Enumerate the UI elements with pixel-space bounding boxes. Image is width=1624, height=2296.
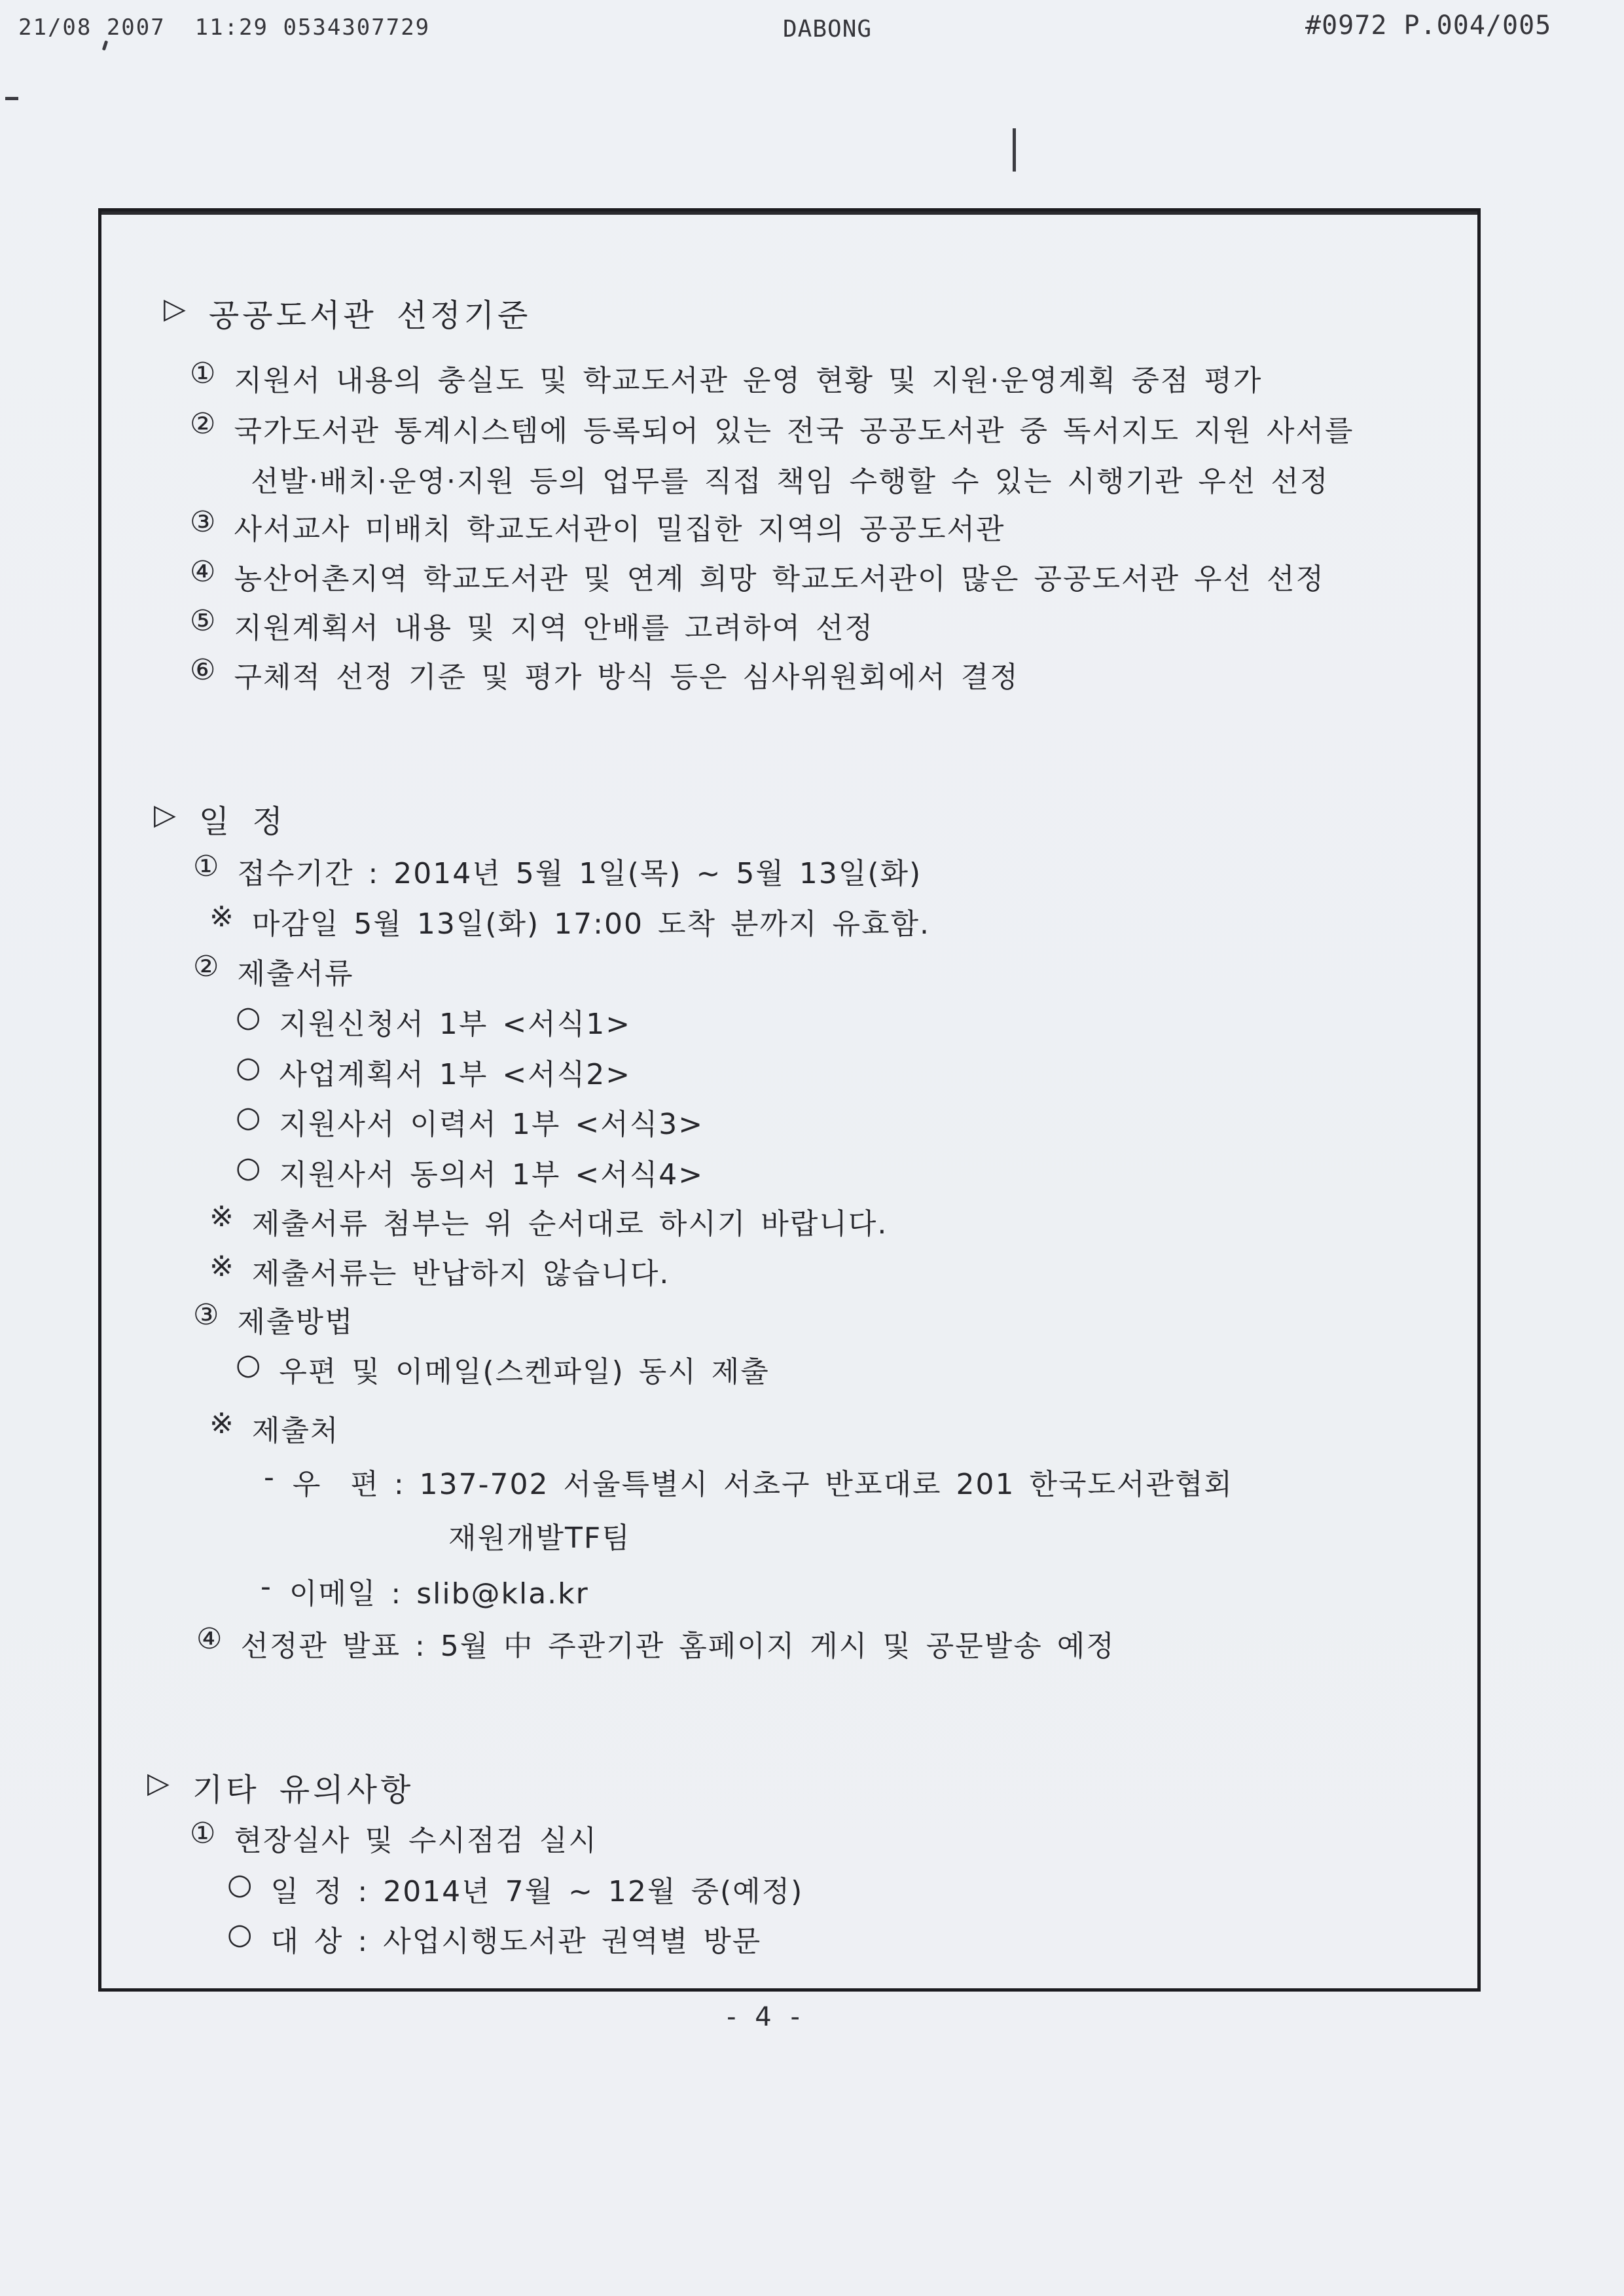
item-text: 농산어촌지역 학교도서관 및 연계 희망 학교도서관이 많은 공공도서관 우선 선정 [234,562,1325,596]
item-text: 사서교사 미배치 학교도서관이 밀집한 지역의 공공도서관 [234,513,1005,546]
item-text: 구체적 선정 기준 및 평가 방식 등은 심사위원회에서 결정 [234,661,1019,694]
item-text: 이메일 : slib@kla.kr [289,1577,589,1611]
list-item [227,1918,761,1959]
section-heading [154,796,286,841]
list-item [190,604,874,646]
list-item [261,1570,589,1612]
item-marker: ① [190,357,217,390]
item-text: 일 정 : 2014년 7월 ~ 12월 중(예정) [270,1875,804,1908]
item-text: 선정관 발표 : 5월 中 주관기관 홈페이지 게시 및 공문발송 예정 [240,1630,1115,1663]
list-item [190,653,1019,695]
item-text: 지원계획서 내용 및 지역 안배를 고려하여 선정 [234,611,874,645]
item-marker: ① [193,850,221,883]
item-text: 지원서 내용의 충실도 및 학교도서관 운영 현황 및 지원·운영계획 중점 평가 [234,364,1263,397]
list-item [209,1200,888,1242]
item-marker: ○ [236,1051,262,1084]
item-text-continuation: 선발·배치·운영·지원 등의 업무를 직접 책임 수행할 수 있는 시행기관 우선 선정 [251,465,1329,498]
list-item [196,1622,1115,1664]
page-number: - 4 - [727,2002,805,2032]
item-marker: ※ [209,1250,235,1283]
list-item [236,1151,704,1193]
item-text: 우편 및 이메일(스켄파일) 동시 제출 [279,1355,770,1389]
item-marker: ○ [236,1101,262,1134]
item-marker: ③ [193,1298,221,1332]
item-marker: ○ [236,1151,262,1184]
fax-header-page-info: #0972 P.004/005 [1305,10,1552,41]
item-text: 지원신청서 1부 <서식1> [279,1008,632,1041]
section-title: 기타 유의사항 [192,1772,414,1808]
list-item [236,1348,770,1390]
triangle-bullet-icon: ▷ [154,798,179,831]
item-text: 제출처 [251,1414,340,1448]
item-text: 제출서류 [237,957,354,991]
triangle-bullet-icon: ▷ [147,1766,173,1800]
list-item [190,357,1262,399]
item-text: 마감일 5월 13일(화) 17:00 도착 분까지 유효함. [251,907,930,941]
item-marker: ※ [209,1407,235,1440]
item-marker: ※ [209,1200,235,1233]
item-marker: - [264,1461,276,1494]
section-title: 공공도서관 선정기준 [208,297,532,334]
item-marker: ④ [196,1622,224,1656]
item-marker: ○ [227,1868,254,1901]
list-item [236,1051,631,1093]
scan-artifact-mark [102,41,108,51]
item-text: 제출방법 [237,1305,354,1339]
list-item [190,555,1325,597]
list-item [209,1250,670,1292]
item-marker: ② [190,407,217,441]
document-frame [98,208,1481,1992]
item-text: 사업계획서 1부 <서식2> [279,1058,632,1091]
item-text: 제출서류 첨부는 위 순서대로 하시기 바랍니다. [251,1207,888,1241]
list-item [190,407,1354,449]
list-item [227,1868,803,1910]
list-item [193,950,353,992]
item-marker: ② [193,950,221,983]
list-item [264,1461,1233,1503]
item-text: 국가도서관 통계시스템에 등록되어 있는 전국 공공도서관 중 독서지도 지원 사서를 [234,414,1354,448]
item-text: 현장실사 및 수시점검 실시 [234,1824,598,1857]
triangle-bullet-icon: ▷ [164,292,189,325]
item-marker: ⑥ [190,653,217,687]
item-text: 지원사서 이력서 1부 <서식3> [279,1108,704,1141]
item-text: 접수기간 : 2014년 5월 1일(목) ~ 5월 13일(화) [237,857,922,890]
item-text: 대 상 : 사업시행도서관 권역별 방문 [270,1925,762,1958]
list-item [236,1101,704,1142]
item-marker: ① [190,1817,217,1850]
scan-artifact-dash [5,97,18,100]
list-item [209,900,930,942]
list-item [190,505,1005,547]
list-item [193,850,922,892]
list-item [209,1407,339,1449]
item-marker: ○ [236,1000,262,1034]
list-item [190,1817,598,1859]
fax-header-timestamp: 21/08 2007 11:29 0534307729 [18,14,431,41]
item-text: 지원사서 동의서 1부 <서식4> [279,1158,704,1192]
item-marker: ④ [190,555,217,589]
list-item [193,1298,353,1340]
fax-header-sender: DABONG [783,16,873,43]
item-marker: ③ [190,505,217,539]
section-heading [147,1764,414,1810]
section-heading [164,290,531,335]
item-text: 제출서류는 반납하지 않습니다. [251,1257,670,1290]
section-title: 일 정 [198,803,286,840]
item-marker: ⑤ [190,604,217,638]
item-marker: - [261,1570,272,1603]
item-marker: ○ [236,1348,262,1381]
item-text-continuation: 재원개발TF팀 [448,1522,631,1555]
item-marker: ○ [227,1918,254,1951]
item-marker: ※ [209,900,235,934]
list-item [236,1000,631,1042]
item-text: 우 편 : 137-702 서울특별시 서초구 반포대로 201 한국도서관협회 [292,1468,1233,1501]
scan-artifact-tick [1013,128,1016,172]
